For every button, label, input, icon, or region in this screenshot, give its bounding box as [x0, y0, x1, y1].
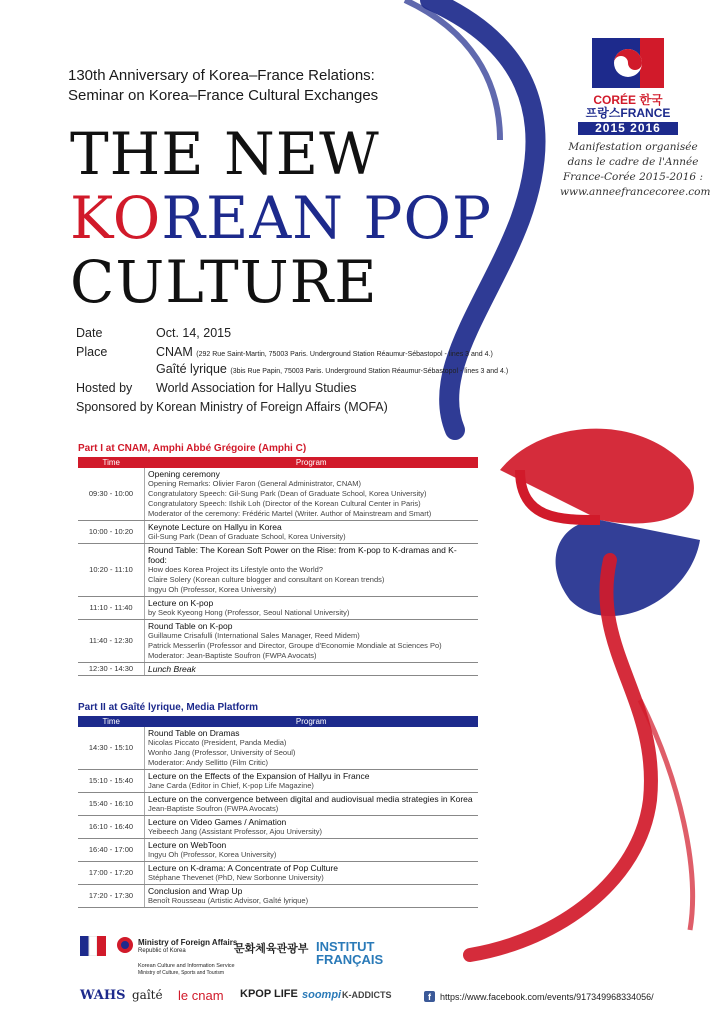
schedule-row [78, 862, 478, 885]
session-title: Lecture on the Effects of the Expansion of Hallyu in France [148, 771, 370, 781]
part2-schedule-table [78, 716, 478, 908]
coree-france-logo-text [578, 94, 678, 135]
french-flag-icon [80, 936, 106, 956]
facebook-event-link[interactable] [424, 991, 654, 1002]
subtitle-line-1: 130th Anniversary of Korea–France Relations: [68, 67, 375, 84]
kpoplife-logo: KPOP LIFE [240, 988, 298, 1000]
hosted-label: Hosted by [76, 381, 133, 395]
schedule-program [145, 816, 479, 839]
schedule-program [145, 862, 479, 885]
schedule-row [78, 885, 478, 908]
schedule-time: 12:30 - 14:30 [78, 663, 145, 676]
session-speaker: Claire Solery (Korean culture blogger and consultant on Korean trends) [148, 575, 385, 584]
sponsored-label: Sponsored by [76, 400, 154, 414]
date-label: Date [76, 326, 103, 340]
session-speaker: Stéphane Thevenet (PhD, New Sorbonne University) [148, 873, 324, 882]
session-speaker: Guillaume Crisafulli (International Sales Manager, Reed Midem) [148, 631, 360, 640]
schedule-time: 10:20 - 11:10 [78, 544, 145, 597]
cnam-logo: le cnam [178, 988, 224, 1003]
schedule-row [78, 597, 478, 620]
part1-title: Part I at CNAM, Amphi Abbé Grégoire (Amphi C) [78, 443, 307, 454]
part1-col-program: Program [145, 457, 479, 468]
schedule-row [78, 663, 478, 676]
schedule-program [145, 468, 479, 521]
session-speaker: Ingyu Oh (Professor, Korea University) [148, 850, 277, 859]
mofa-logo-text: Ministry of Foreign Affairs [138, 938, 238, 947]
schedule-time: 16:10 - 16:40 [78, 816, 145, 839]
session-speaker: Moderator of the ceremony: Frédéric Martel (Writer. Author of Mainstream and Smart) [148, 509, 432, 518]
manifestation-note [560, 140, 711, 200]
schedule-time: 09:30 - 10:00 [78, 468, 145, 521]
kcis-logo-text: Korean Culture and Information Service [138, 963, 235, 969]
place1-detail: (292 Rue Saint-Martin, 75003 Paris. Underground Station Réaumur-Sébastopol - lines 3 and 4.) [196, 351, 493, 358]
hosted-value: World Association for Hallyu Studies [156, 381, 357, 395]
coree-france-logo-icon [592, 38, 664, 88]
subtitle-line-2: Seminar on Korea–France Cultural Exchanges [68, 87, 379, 104]
title-line-2 [70, 186, 492, 250]
part2-col-program: Program [145, 716, 479, 727]
part2-title: Part II at Gaîté lyrique, Media Platform [78, 702, 259, 713]
sponsored-value: Korean Ministry of Foreign Affairs (MOFA) [156, 400, 388, 414]
schedule-row [78, 839, 478, 862]
facebook-icon: f [424, 991, 435, 1002]
title-an: AN [249, 184, 364, 252]
schedule-row [78, 793, 478, 816]
schedule-time: 10:00 - 10:20 [78, 521, 145, 544]
session-speaker: Congratulatory Speech: Gil-Sung Park (Dean of Graduate School, Korea University) [148, 489, 427, 498]
mcst-logo-text: 문화체육관광부 [234, 943, 309, 955]
session-title: Lecture on the convergence between digital and audiovisual media strategies in Korea [148, 794, 473, 804]
schedule-program [145, 521, 479, 544]
date-value: Oct. 14, 2015 [156, 326, 232, 340]
session-speaker: Opening Remarks: Olivier Faron (General Administrator, CNAM) [148, 479, 361, 488]
schedule-row [78, 816, 478, 839]
facebook-url[interactable]: https://www.facebook.com/events/917349968334056/ [440, 991, 654, 1002]
schedule-program [145, 793, 479, 816]
schedule-time: 14:30 - 15:10 [78, 727, 145, 770]
session-speaker: Yeibeech Jang (Assistant Professor, Ajou University) [148, 827, 322, 836]
soompi-logo: soompi [302, 989, 342, 1001]
schedule-program [145, 770, 479, 793]
place1-name: CNAM [156, 345, 193, 359]
schedule-program [145, 597, 479, 620]
schedule-program [145, 620, 479, 663]
session-speaker: Moderator: Andy Sellitto (Film Critic) [148, 758, 269, 767]
title-line-3: CULTURE [70, 248, 378, 316]
session-title: Round Table: The Korean Soft Power on the Rise: from K-pop to K-dramas and K-food: [148, 545, 457, 565]
schedule-row [78, 521, 478, 544]
institut-text: INSTITUT [316, 939, 375, 954]
institut-francais-logo [316, 940, 383, 966]
kcis-logo-sub: Ministry of Culture, Sports and Tourism [138, 970, 225, 976]
part1-schedule-table [78, 457, 478, 676]
title-ko: KO [70, 184, 162, 252]
session-title: Keynote Lecture on Hallyu in Korea [148, 522, 282, 532]
session-speaker: by Seok Kyeong Hong (Professor, Seoul National University) [148, 608, 350, 617]
part2-col-time: Time [78, 716, 145, 727]
schedule-program [145, 885, 479, 908]
session-title: Round Table on K-pop [148, 621, 233, 631]
place2-name: Gaîté lyrique [156, 362, 227, 376]
session-speaker: Patrick Messerlin (Professor and Director, Groupe d'Economie Mondiale at Sciences Po) [148, 641, 442, 650]
session-speaker: How does Korea Project its Lifestyle onto the World? [148, 565, 323, 574]
kaddicts-logo: K-ADDICTS [342, 990, 392, 1000]
gaite-logo: gaîté [132, 988, 163, 1002]
session-title: Lunch Break [148, 664, 196, 674]
schedule-row [78, 727, 478, 770]
schedule-time: 15:40 - 16:10 [78, 793, 145, 816]
logo-text-2: 프랑스FRANCE [585, 106, 671, 120]
schedule-time: 11:10 - 11:40 [78, 597, 145, 620]
event-subtitle [68, 66, 378, 106]
sponsor-logos [80, 936, 680, 1016]
session-speaker: Gil-Sung Park (Dean of Graduate School, Korea University) [148, 532, 346, 541]
session-speaker: Wonho Jang (Professor, University of Seoul) [148, 748, 296, 757]
wahs-logo: WAHS [80, 988, 126, 1003]
session-title: Conclusion and Wrap Up [148, 886, 243, 896]
session-speaker: Benoît Rousseau (Artistic Advisor, Gaîté lyrique) [148, 896, 309, 905]
schedule-time: 15:10 - 15:40 [78, 770, 145, 793]
schedule-program [145, 663, 479, 676]
place-label: Place [76, 345, 108, 359]
manif-line-1: Manifestation organisée [568, 141, 698, 153]
schedule-program [145, 727, 479, 770]
session-title: Lecture on K-pop [148, 598, 214, 608]
session-title: Lecture on Video Games / Animation [148, 817, 287, 827]
title-pop: POP [363, 184, 493, 252]
title-line-1: THE NEW [70, 120, 380, 188]
title-re: RE [161, 184, 250, 252]
manif-line-3: France-Corée 2015-2016 : [563, 171, 703, 183]
manif-website-link[interactable]: www.anneefrancecoree.com [560, 186, 711, 198]
session-title: Lecture on WebToon [148, 840, 227, 850]
schedule-row [78, 468, 478, 521]
schedule-row [78, 620, 478, 663]
logo-text-1: CORÉE 한국 [593, 93, 663, 107]
session-title: Round Table on Dramas [148, 728, 240, 738]
session-speaker: Congratulatory Speech: Ilshik Loh (Director of the Korean Cultural Center in Paris) [148, 499, 421, 508]
event-info [76, 326, 508, 419]
mofa-logo-sub: Republic of Korea [138, 948, 186, 954]
schedule-program [145, 544, 479, 597]
francais-text: FRANÇAIS [316, 952, 384, 967]
session-speaker: Jean-Baptiste Soufron (FWPA Avocats) [148, 804, 279, 813]
schedule-program [145, 839, 479, 862]
mofa-emblem-icon [116, 936, 134, 954]
schedule-time: 17:00 - 17:20 [78, 862, 145, 885]
place2-detail: (3bis Rue Papin, 75003 Paris. Underground Station Réaumur-Sébastopol - lines 3 and 4.) [230, 368, 509, 375]
manif-line-2: dans le cadre de l'Année [567, 156, 699, 168]
session-speaker: Ingyu Oh (Professor, Korea University) [148, 585, 277, 594]
schedule-time: 17:20 - 17:30 [78, 885, 145, 908]
session-title: Opening ceremony [148, 469, 220, 479]
schedule-time: 16:40 - 17:00 [78, 839, 145, 862]
session-speaker: Jane Carda (Editor in Chief, K-pop Life Magazine) [148, 781, 314, 790]
schedule-row [78, 544, 478, 597]
logo-years: 2015 2016 [578, 122, 678, 135]
part1-col-time: Time [78, 457, 145, 468]
schedule-row [78, 770, 478, 793]
session-speaker: Nicolas Piccato (President, Panda Media) [148, 738, 287, 747]
session-title: Lecture on K-drama: A Concentrate of Pop Culture [148, 863, 338, 873]
schedule-time: 11:40 - 12:30 [78, 620, 145, 663]
session-speaker: Moderator: Jean-Baptiste Soufron (FWPA Avocats) [148, 651, 317, 660]
